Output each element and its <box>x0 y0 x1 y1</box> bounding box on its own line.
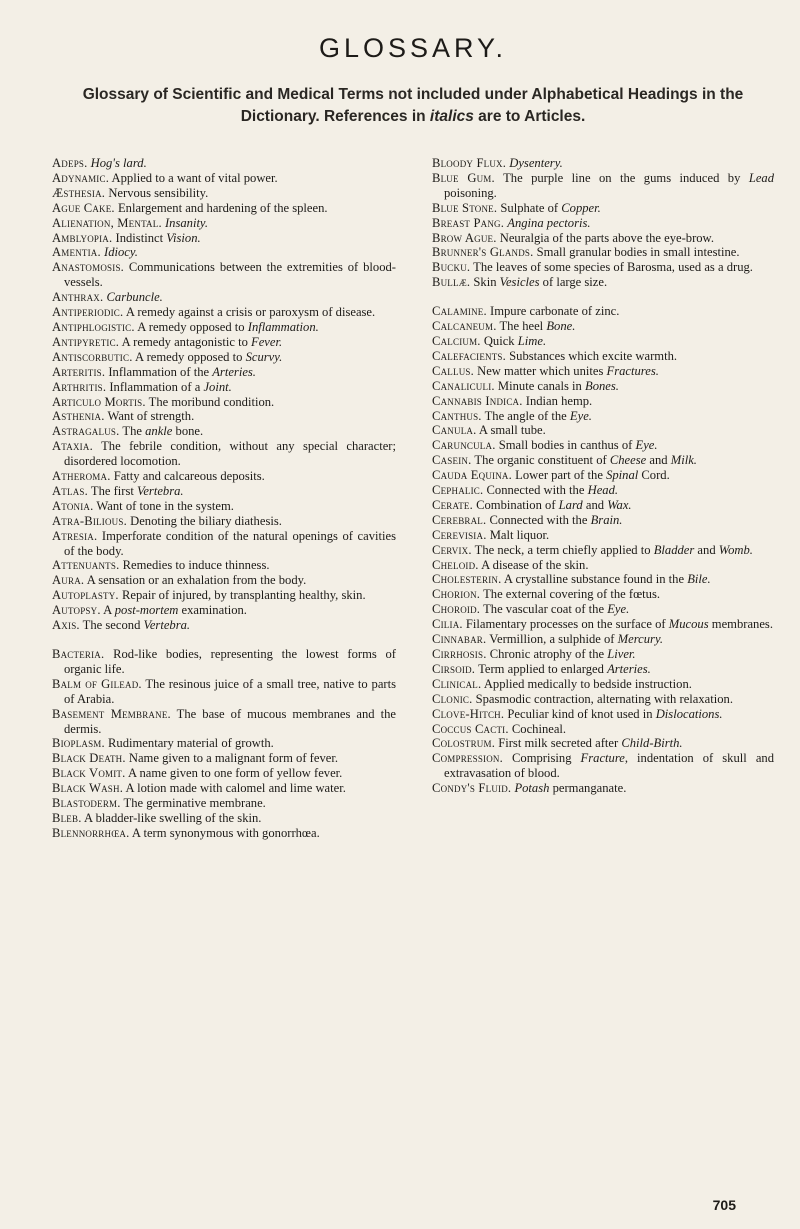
definition-text: The purple line on the gums induced by <box>503 170 749 185</box>
glossary-column-right <box>432 156 774 841</box>
definition-text: Quick <box>483 333 518 348</box>
glossary-entry <box>432 245 774 260</box>
page-number: 705 <box>712 1197 736 1213</box>
glossary-entry <box>432 602 774 617</box>
definition-text: membranes. <box>708 617 773 632</box>
glossary-term: Atra-Bilious. <box>52 513 127 528</box>
cross-reference: Carbuncle. <box>106 290 163 305</box>
glossary-term: Arthritis. <box>52 379 107 394</box>
definition-text: A term synonymous with gonorrhœa. <box>131 825 320 840</box>
glossary-entry <box>432 275 774 290</box>
glossary-term: Æsthesia. <box>52 185 106 200</box>
cross-reference: Vertebra. <box>137 483 184 498</box>
cross-reference: post-mortem <box>114 603 179 618</box>
definition-text: permanganate. <box>549 781 627 796</box>
glossary-term: Cephalic. <box>432 483 484 498</box>
glossary-entry <box>52 245 396 260</box>
glossary-term: Cirrhosis. <box>432 647 487 661</box>
glossary-term: Cirsoid. <box>432 661 476 676</box>
glossary-term: Ague Cake. <box>52 200 115 215</box>
cross-reference: Fractures. <box>606 363 659 378</box>
section-gap <box>432 290 774 304</box>
glossary-term: Cheloid. <box>432 557 479 572</box>
cross-reference: Joint. <box>203 379 232 394</box>
glossary-term: Bloody Flux. <box>432 156 507 170</box>
definition-text: A bladder-like swelling of the skin. <box>84 810 262 825</box>
glossary-entry <box>432 781 774 796</box>
definition-text: Chronic atrophy of the <box>489 647 608 661</box>
glossary-entry <box>432 632 774 647</box>
glossary-term: Calcaneum. <box>432 319 497 334</box>
definition-text: The <box>122 424 146 439</box>
definition-text: Peculiar kind of knot used in <box>507 706 656 721</box>
glossary-entry <box>52 558 396 573</box>
definition-text: The germinative membrane. <box>123 796 266 811</box>
page-title: GLOSSARY. <box>318 33 508 63</box>
definition-text: Indian hemp. <box>525 393 593 408</box>
glossary-term: Attenuants. <box>52 558 120 573</box>
definition-text: Want of tone in the system. <box>96 498 234 513</box>
glossary-term: Amentia. <box>52 245 101 260</box>
definition-text: The base of mucous membranes and the dermis. <box>64 706 397 736</box>
glossary-entry <box>52 603 396 618</box>
cross-reference: ankle <box>145 424 173 439</box>
glossary-term: Cilia. <box>432 617 463 632</box>
definition-text: A small tube. <box>478 423 546 438</box>
definition-text: Combination of <box>476 497 559 512</box>
glossary-entry <box>52 201 396 216</box>
definition-text: The angle of the <box>484 408 570 423</box>
glossary-term: Aura. <box>52 573 85 588</box>
glossary-term: Coccus Cacti. <box>432 721 509 736</box>
definition-text: A <box>103 603 115 618</box>
cross-reference: Liver. <box>607 647 636 661</box>
definition-text: The heel <box>499 319 547 334</box>
definition-text: Connected with the <box>489 512 591 527</box>
cross-reference: Dysentery. <box>509 156 563 170</box>
cross-reference: Mercury. <box>617 632 664 647</box>
glossary-entry <box>432 751 774 781</box>
glossary-term: Casein. <box>432 453 472 468</box>
subtitle-italic: italics <box>429 108 474 125</box>
glossary-entry <box>432 379 774 394</box>
glossary-term: Condy's Fluid. <box>432 781 512 796</box>
glossary-term: Amblyopia. <box>52 230 113 245</box>
glossary-entry <box>52 514 396 529</box>
definition-text: Rod-like bodies, representing the lowest forms of organic life. <box>64 647 397 676</box>
glossary-term: Blue Gum. <box>432 170 495 185</box>
glossary-term: Canthus. <box>432 408 482 423</box>
cross-reference: Lead <box>748 170 775 185</box>
glossary-entry <box>432 201 774 216</box>
glossary-term: Calefacients. <box>432 348 506 363</box>
glossary-entry <box>432 483 774 498</box>
glossary-entry <box>52 499 396 514</box>
page-subtitle <box>52 84 774 128</box>
definition-text: The second <box>82 618 144 633</box>
definition-text: A remedy antagonistic to <box>121 334 252 349</box>
glossary-term: Calamine. <box>432 304 487 319</box>
glossary-columns <box>52 156 774 841</box>
glossary-term: Arteritis. <box>52 364 106 379</box>
cross-reference: Dislocations. <box>655 706 723 721</box>
definition-text: of large size. <box>539 275 608 290</box>
glossary-entry <box>52 484 396 499</box>
definition-text: The vascular coat of the <box>483 602 608 617</box>
glossary-entry <box>52 766 396 781</box>
glossary-term: Colostrum. <box>432 736 496 751</box>
glossary-term: Brunner's Glands. <box>432 245 534 260</box>
glossary-term: Autopsy. <box>52 603 101 618</box>
glossary-entry <box>432 617 774 632</box>
glossary-entry <box>52 156 396 171</box>
definition-text: A remedy opposed to <box>135 349 246 364</box>
subtitle-text-end: are to Articles. <box>473 108 586 125</box>
glossary-entry <box>432 662 774 677</box>
glossary-entry <box>52 216 396 231</box>
glossary-term: Ataxia. <box>52 439 93 454</box>
definition-text: A remedy against a crisis or paroxysm of disease. <box>125 305 376 320</box>
glossary-term: Bucku. <box>432 260 471 275</box>
glossary-entry <box>52 588 396 603</box>
definition-text: and <box>582 497 608 512</box>
glossary-term: Blue Stone. <box>432 200 498 215</box>
glossary-entry <box>432 587 774 602</box>
definition-text: Filamentary processes on the surface of <box>465 617 669 632</box>
glossary-term: Calcium. <box>432 333 481 348</box>
definition-text: bone. <box>172 424 204 439</box>
glossary-entry <box>432 722 774 737</box>
definition-text: Communications between the extremities of blood-vessels. <box>64 260 396 290</box>
glossary-entry <box>432 692 774 707</box>
cross-reference: Insanity. <box>164 215 208 230</box>
cross-reference: Lime. <box>517 333 547 348</box>
definition-text: Fatty and calcareous deposits. <box>113 469 265 484</box>
glossary-entry <box>432 409 774 424</box>
glossary-term: Choroid. <box>432 602 481 617</box>
glossary-term: Adeps. <box>52 156 88 170</box>
glossary-entry <box>432 572 774 587</box>
glossary-term: Anastomosis. <box>52 260 124 275</box>
definition-text: Denoting the biliary diathesis. <box>130 513 282 528</box>
glossary-term: Cauda Equina. <box>432 468 512 483</box>
glossary-term: Antiphlogistic. <box>52 319 135 334</box>
cross-reference: Fever. <box>251 334 283 349</box>
glossary-term: Black Vomit. <box>52 766 126 781</box>
glossary-entry <box>52 677 396 707</box>
definition-text: The leaves of some species of Barosma, used as a drug. <box>473 260 753 275</box>
definition-text: Connected with the <box>486 483 588 498</box>
cross-reference: Bones. <box>585 378 619 393</box>
glossary-entry <box>432 349 774 364</box>
definition-text: Rudimentary material of growth. <box>108 736 274 751</box>
glossary-entry <box>52 171 396 186</box>
glossary-column-left <box>52 156 396 841</box>
glossary-term: Asthenia. <box>52 409 105 424</box>
cross-reference: Brain. <box>590 512 623 527</box>
definition-text: examination. <box>178 603 247 618</box>
glossary-term: Bleb. <box>52 810 82 825</box>
cross-reference: Eye. <box>607 602 630 617</box>
glossary-entry <box>432 513 774 528</box>
glossary-entry <box>52 573 396 588</box>
definition-text: The febrile condition, without any special character; disordered locomotion. <box>64 439 396 469</box>
cross-reference: Fracture <box>580 751 625 766</box>
glossary-term: Clinical. <box>432 676 482 691</box>
cross-reference: Vision. <box>166 230 201 245</box>
definition-text: and <box>694 542 719 557</box>
definition-text: A disease of the skin. <box>481 557 589 572</box>
glossary-term: Bioplasm. <box>52 736 105 751</box>
glossary-term: Cholesterin. <box>432 572 502 587</box>
definition-text: Indistinct <box>115 230 167 245</box>
definition-text: A sensation or an exhalation from the body. <box>86 573 307 588</box>
definition-text: Small granular bodies in small intestine. <box>536 245 740 260</box>
glossary-entry <box>432 707 774 722</box>
glossary-entry <box>52 826 396 841</box>
glossary-entry <box>52 424 396 439</box>
glossary-entry <box>52 395 396 410</box>
glossary-term: Caruncula. <box>432 438 496 453</box>
glossary-entry <box>432 677 774 692</box>
definition-text: Malt liquor. <box>489 527 550 542</box>
definition-text: A lotion made with calomel and lime water. <box>125 781 346 796</box>
cross-reference: Vesicles <box>499 275 540 290</box>
cross-reference: Idiocy. <box>104 245 138 260</box>
glossary-term: Antiperiodic. <box>52 305 124 320</box>
definition-text: Repair of injured, by transplanting healthy, skin. <box>121 588 366 603</box>
cross-reference: Child-Birth. <box>621 736 683 751</box>
cross-reference: Arteries. <box>607 661 651 676</box>
glossary-entry <box>52 260 396 290</box>
glossary-entry <box>432 736 774 751</box>
cross-reference: Eye. <box>569 408 592 423</box>
definition-text: The first <box>90 483 138 498</box>
cross-reference: Arteries. <box>212 364 256 379</box>
glossary-term: Antiscorbutic. <box>52 349 133 364</box>
definition-text: New matter which unites <box>477 363 607 378</box>
glossary-term: Anthrax. <box>52 290 104 305</box>
cross-reference: Angina pectoris. <box>507 215 591 230</box>
glossary-entry <box>52 529 396 559</box>
glossary-entry <box>432 558 774 573</box>
definition-text: Applied to a want of vital power. <box>111 170 278 185</box>
definition-text: Applied medically to bedside instruction. <box>483 676 692 691</box>
glossary-entry <box>52 305 396 320</box>
definition-text: Substances which excite warmth. <box>509 348 678 363</box>
glossary-term: Articulo Mortis. <box>52 394 146 409</box>
definition-text: Inflammation of the <box>108 364 213 379</box>
definition-text: Lower part of the <box>515 468 607 483</box>
glossary-term: Canula. <box>432 423 477 438</box>
glossary-entry <box>52 320 396 335</box>
definition-text: Skin <box>473 275 500 290</box>
glossary-term: Axis. <box>52 618 80 633</box>
glossary-term: Breast Pang. <box>432 215 505 230</box>
glossary-term: Compression. <box>432 751 503 766</box>
definition-text: A name given to one form of yellow fever. <box>127 766 343 781</box>
glossary-entry <box>52 647 396 677</box>
glossary-term: Clove-Hitch. <box>432 706 505 721</box>
glossary-entry <box>432 498 774 513</box>
glossary-entry <box>52 796 396 811</box>
glossary-entry <box>432 543 774 558</box>
glossary-entry <box>432 453 774 468</box>
cross-reference: Lard <box>558 497 583 512</box>
glossary-term: Cinnabar. <box>432 632 487 647</box>
cross-reference: Bladder <box>653 542 695 557</box>
definition-text: Remedies to induce thinness. <box>122 558 270 573</box>
glossary-entry <box>432 260 774 275</box>
definition-text: Spasmodic contraction, alternating with relaxation. <box>475 691 734 706</box>
glossary-entry <box>432 171 774 201</box>
cross-reference: Potash <box>514 781 550 796</box>
glossary-term: Bullæ. <box>432 275 471 290</box>
glossary-entry <box>52 439 396 469</box>
glossary-entry <box>432 216 774 231</box>
glossary-entry <box>432 304 774 319</box>
definition-text: Enlargement and hardening of the spleen. <box>117 200 328 215</box>
glossary-entry <box>432 156 774 171</box>
definition-text: Cochineal. <box>511 721 567 736</box>
cross-reference: Wax. <box>607 497 632 512</box>
definition-text: Neuralgia of the parts above the eye-brow. <box>499 230 714 245</box>
definition-text: Cord. <box>638 468 670 483</box>
glossary-entry <box>52 380 396 395</box>
glossary-entry <box>52 186 396 201</box>
glossary-term: Callus. <box>432 363 474 378</box>
definition-text: Term applied to enlarged <box>478 661 608 676</box>
glossary-term: Basement Membrane. <box>52 706 171 721</box>
definition-text: Small bodies in canthus of <box>498 438 636 453</box>
cross-reference: Mucous <box>668 617 709 632</box>
glossary-term: Astragalus. <box>52 424 120 439</box>
definition-text: The neck, a term chiefly applied to <box>474 542 654 557</box>
definition-text: Imperforate condition of the natural openings of cavities of the body. <box>64 528 396 558</box>
definition-text: Nervous sensibility. <box>108 185 209 200</box>
glossary-term: Balm of Gilead. <box>52 676 142 691</box>
definition-text: Vermillion, a sulphide of <box>489 632 618 647</box>
glossary-entry <box>432 364 774 379</box>
glossary-entry <box>432 231 774 246</box>
glossary-entry <box>432 334 774 349</box>
cross-reference: Bile. <box>687 572 711 587</box>
glossary-entry <box>432 423 774 438</box>
subtitle-text: Glossary of Scientific and Medical Terms not included under Alphabetical Headings in the Dictionary. References in <box>82 86 744 125</box>
definition-text: First milk secreted after <box>498 736 622 751</box>
glossary-term: Antipyretic. <box>52 334 120 349</box>
cross-reference: Scurvy. <box>245 349 283 364</box>
cross-reference: Womb. <box>718 542 753 557</box>
glossary-entry <box>432 438 774 453</box>
cross-reference: Inflammation. <box>247 319 319 334</box>
definition-text: The moribund condition. <box>148 394 275 409</box>
glossary-entry <box>52 811 396 826</box>
cross-reference: Bone. <box>546 319 576 334</box>
definition-text: The resinous juice of a small tree, native to parts of Arabia. <box>64 676 396 706</box>
cross-reference: Head. <box>587 483 619 498</box>
glossary-term: Autoplasty. <box>52 588 119 603</box>
glossary-entry <box>432 468 774 483</box>
glossary-entry <box>52 469 396 484</box>
definition-text: Inflammation of a <box>109 379 204 394</box>
glossary-entry <box>52 290 396 305</box>
glossary-term: Cannabis Indica. <box>432 393 523 408</box>
cross-reference: Cheese <box>609 453 647 468</box>
cross-reference: Milk. <box>670 453 697 468</box>
definition-text: and <box>646 453 671 468</box>
glossary-term: Bacteria. <box>52 647 105 661</box>
glossary-entry <box>432 394 774 409</box>
glossary-term: Cerevisia. <box>432 527 487 542</box>
glossary-term: Blastoderm. <box>52 796 121 811</box>
glossary-term: Black Death. <box>52 751 126 766</box>
definition-text: poisoning. <box>444 185 497 200</box>
definition-text: The organic constituent of <box>474 453 610 468</box>
glossary-entry <box>432 528 774 543</box>
glossary-term: Canaliculi. <box>432 378 495 393</box>
glossary-entry <box>52 736 396 751</box>
definition-text: Comprising <box>512 751 581 766</box>
glossary-term: Atonia. <box>52 498 94 513</box>
glossary-term: Chorion. <box>432 587 481 602</box>
glossary-term: Adynamic. <box>52 170 110 185</box>
glossary-term: Blennorrhœa. <box>52 825 130 840</box>
glossary-entry <box>52 409 396 424</box>
glossary-term: Cerate. <box>432 497 473 512</box>
definition-text: Name given to a malignant form of fever. <box>128 751 338 766</box>
definition-text: A remedy opposed to <box>137 319 248 334</box>
cross-reference: Spinal <box>606 468 639 483</box>
glossary-term: Atheroma. <box>52 469 111 484</box>
cross-reference: Hog's lard. <box>90 156 147 170</box>
glossary-term: Brow Ague. <box>432 230 497 245</box>
glossary-term: Alienation, Mental. <box>52 215 162 230</box>
glossary-entry <box>52 781 396 796</box>
definition-text: The external covering of the fœtus. <box>483 587 661 602</box>
section-gap <box>52 633 396 647</box>
definition-text: Minute canals in <box>497 378 585 393</box>
glossary-term: Atresia. <box>52 528 98 543</box>
glossary-term: Black Wash. <box>52 781 124 796</box>
definition-text: , indentation of skull and extravasation of blood. <box>444 751 775 781</box>
glossary-entry <box>52 335 396 350</box>
glossary-entry <box>52 365 396 380</box>
glossary-term: Cerebral. <box>432 512 487 527</box>
glossary-entry <box>52 350 396 365</box>
glossary-entry <box>432 319 774 334</box>
glossary-entry <box>52 707 396 737</box>
glossary-entry <box>52 231 396 246</box>
cross-reference: Eye. <box>635 438 658 453</box>
glossary-entry <box>52 618 396 633</box>
definition-text: Sulphate of <box>500 200 562 215</box>
cross-reference: Vertebra. <box>143 618 191 633</box>
cross-reference: Copper. <box>561 200 601 215</box>
glossary-entry <box>52 751 396 766</box>
glossary-term: Atlas. <box>52 483 88 498</box>
definition-text: Impure carbonate of zinc. <box>490 304 620 319</box>
definition-text: A crystalline substance found in the <box>503 572 688 587</box>
glossary-entry <box>432 647 774 662</box>
definition-text: Want of strength. <box>107 409 195 424</box>
glossary-term: Cervix. <box>432 542 472 557</box>
glossary-term: Clonic. <box>432 691 473 706</box>
